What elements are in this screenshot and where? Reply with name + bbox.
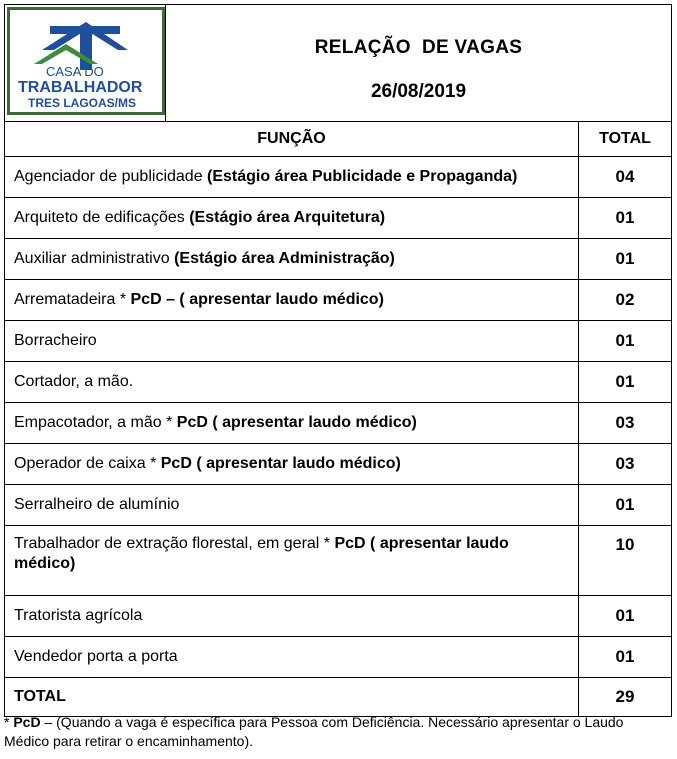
job-note: PcD ( apresentar laudo médico): [176, 414, 417, 431]
title-cell: [165, 5, 671, 121]
table-row: [5, 637, 672, 678]
listing-date: 26/08/2019: [370, 81, 467, 102]
column-header-total: TOTAL: [579, 122, 672, 157]
column-header-row: [5, 122, 672, 157]
job-title-cell: [5, 362, 579, 403]
page-title: RELAÇÃO DE VAGAS: [314, 37, 523, 58]
job-total: 03: [579, 403, 672, 444]
job-note: PcD – ( apresentar laudo médico): [130, 291, 384, 308]
job-title-cell: [5, 403, 579, 444]
vacancy-rows: [5, 157, 672, 678]
footnote-text: – (Quando a vaga é específica para Pessoa com Deficiência. Necessário apresentar o Laudo Médico para retirar o encaminhamento).: [4, 714, 624, 749]
job-total: 02: [579, 280, 672, 321]
house-logo-icon: [10, 10, 162, 112]
job-total: 04: [579, 157, 672, 198]
column-header-funcao: FUNÇÃO: [5, 122, 579, 157]
vacancy-table: [4, 4, 672, 717]
total-row: [5, 678, 672, 717]
table-row: [5, 198, 672, 239]
logo-text-trabalhador: TRABALHADOR: [18, 79, 143, 96]
job-total: 01: [579, 596, 672, 637]
job-title: Serralheiro de alumínio: [14, 496, 180, 513]
job-title-cell: [5, 157, 579, 198]
job-title: Arquiteto de edificações: [14, 209, 190, 226]
job-listing-sheet: [4, 4, 671, 717]
footnote-prefix: *: [4, 714, 14, 730]
job-note: PcD ( apresentar laudo médico): [160, 455, 401, 472]
job-note: PcD ( apresentar laudo médico): [14, 535, 509, 572]
table-row: [5, 485, 672, 526]
logo-text-casa-do: CASA DO: [46, 64, 104, 79]
job-total: 01: [579, 321, 672, 362]
job-note: (Estágio área Publicidade e Propaganda): [207, 168, 518, 185]
table-row: [5, 596, 672, 637]
job-note: (Estágio área Administração): [174, 250, 395, 267]
job-title: Borracheiro: [14, 332, 97, 349]
table-row: [5, 526, 672, 596]
header-row: [5, 5, 672, 122]
job-title: Empacotador, a mão *: [14, 414, 177, 431]
job-note: (Estágio área Arquitetura): [189, 209, 386, 226]
job-title-cell: [5, 321, 579, 362]
job-title-cell: [5, 239, 579, 280]
job-total: 10: [579, 526, 672, 596]
logo-text-city: TRES LAGOAS/MS: [28, 96, 137, 110]
job-title: Tratorista agrícola: [14, 607, 143, 624]
casa-do-trabalhador-logo: [7, 7, 165, 115]
table-row: [5, 362, 672, 403]
table-row: [5, 403, 672, 444]
table-row: [5, 280, 672, 321]
job-title: Operador de caixa *: [14, 455, 161, 472]
job-title-cell: [5, 198, 579, 239]
job-title-cell: [5, 596, 579, 637]
job-title-cell: [5, 444, 579, 485]
job-total: 01: [579, 362, 672, 403]
job-title: Arrematadeira *: [14, 291, 131, 308]
job-title-cell: [5, 280, 579, 321]
job-title: Trabalhador de extração florestal, em geral *: [14, 535, 335, 552]
table-row: [5, 321, 672, 362]
table-row: [5, 157, 672, 198]
footnote: [4, 713, 672, 751]
total-label: TOTAL: [5, 678, 579, 717]
job-title-cell: [5, 526, 579, 596]
job-total: 01: [579, 239, 672, 280]
job-title: Vendedor porta a porta: [14, 648, 178, 665]
job-total: 03: [579, 444, 672, 485]
footnote-bold: PcD: [13, 714, 41, 730]
total-value: 29: [579, 678, 672, 717]
job-title: Agenciador de publicidade: [14, 168, 208, 185]
table-row: [5, 239, 672, 280]
logo-cell: [5, 5, 165, 121]
table-row: [5, 444, 672, 485]
job-total: 01: [579, 637, 672, 678]
job-title: Cortador, a mão.: [14, 373, 134, 390]
job-title-cell: [5, 485, 579, 526]
job-total: 01: [579, 485, 672, 526]
job-total: 01: [579, 198, 672, 239]
job-title-cell: [5, 637, 579, 678]
job-title: Auxiliar administrativo: [14, 250, 175, 267]
